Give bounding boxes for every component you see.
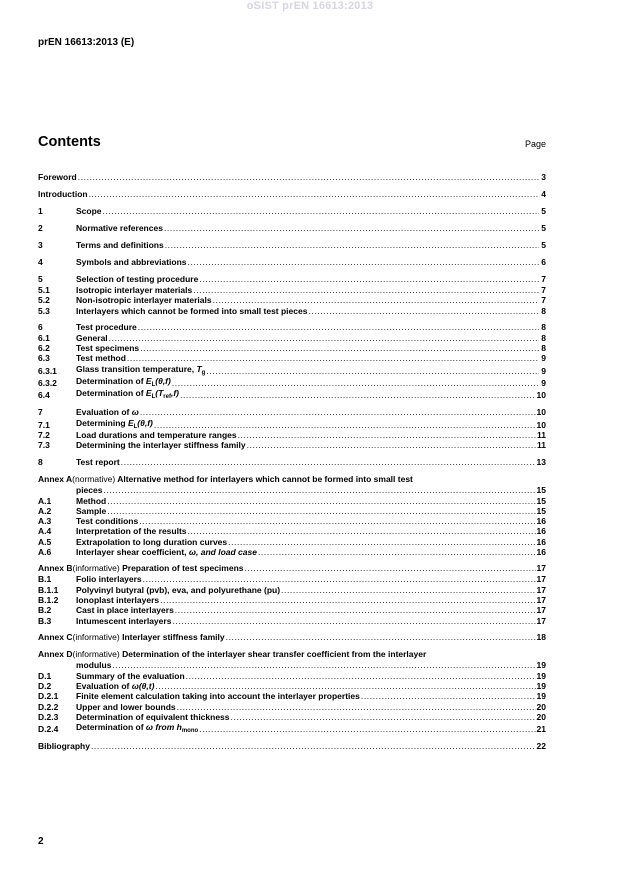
toc-title-text: Determination of bbox=[76, 722, 146, 733]
toc-title-text: Test specimens bbox=[76, 343, 140, 354]
math-args: , and load case bbox=[196, 547, 257, 558]
leader-dots bbox=[188, 257, 539, 268]
toc-title-text: Non-isotropic interlayer materials bbox=[76, 295, 212, 306]
toc-entry-title bbox=[76, 722, 198, 734]
toc-title-text: Summary of the evaluation bbox=[76, 670, 185, 681]
leader-dots bbox=[172, 616, 535, 626]
toc-entry[interactable] bbox=[38, 516, 546, 526]
leader-dots bbox=[154, 420, 536, 430]
toc-page-number: 18 bbox=[536, 631, 546, 642]
toc-entry-title bbox=[76, 547, 257, 557]
toc-page-number: 17 bbox=[536, 594, 546, 605]
toc-entry-number: A.2 bbox=[38, 505, 52, 516]
toc-entry[interactable] bbox=[38, 322, 546, 333]
toc-entry-number: 5.2 bbox=[38, 295, 50, 306]
toc-page-number: 22 bbox=[536, 740, 546, 751]
toc-entry[interactable] bbox=[38, 457, 546, 468]
page-column-label: Page bbox=[524, 139, 546, 149]
leader-dots bbox=[177, 702, 536, 712]
toc-title-text: Test procedure bbox=[76, 321, 137, 332]
toc-entry[interactable] bbox=[38, 574, 546, 584]
toc-entry[interactable] bbox=[38, 722, 546, 734]
toc-page-number: 9 bbox=[541, 378, 546, 389]
leader-dots bbox=[172, 378, 539, 388]
toc-page-number: 8 bbox=[541, 343, 546, 354]
toc-entry-number: 8 bbox=[38, 456, 43, 467]
contents-heading: Contents bbox=[38, 134, 101, 150]
toc-title-text: Intumescent interlayers bbox=[76, 615, 172, 626]
toc-title-text: Glass transition temperature, bbox=[76, 363, 197, 374]
toc-entry-number: 1 bbox=[38, 206, 43, 216]
toc-page-number: 11 bbox=[537, 440, 546, 451]
toc-entry-title bbox=[38, 189, 88, 200]
toc-entry[interactable] bbox=[38, 585, 546, 595]
toc-entry-title bbox=[76, 457, 120, 468]
toc-entry-title bbox=[38, 172, 77, 183]
math-symbol: E bbox=[145, 376, 152, 387]
toc-title-text: Selection of testing procedure bbox=[76, 274, 199, 284]
table-of-contents bbox=[38, 172, 546, 752]
toc-page-number: 9 bbox=[541, 365, 546, 376]
toc-entry[interactable] bbox=[38, 333, 546, 343]
toc-entry-title bbox=[72, 649, 426, 660]
leader-dots bbox=[258, 547, 536, 557]
math-args: ,f) bbox=[170, 388, 179, 399]
leader-dots bbox=[127, 353, 539, 363]
toc-entry-title bbox=[76, 681, 154, 691]
leader-dots bbox=[140, 343, 539, 353]
toc-entry-title bbox=[76, 430, 237, 440]
math-symbol: T bbox=[196, 363, 202, 374]
toc-entry[interactable] bbox=[38, 388, 546, 400]
math-args: from bbox=[153, 722, 177, 733]
math-args: (θ,f) bbox=[155, 376, 171, 387]
leader-dots bbox=[213, 295, 539, 305]
leader-dots bbox=[89, 189, 539, 200]
toc-page-number: 19 bbox=[536, 659, 546, 670]
toc-entry[interactable] bbox=[38, 295, 546, 305]
toc-entry-title bbox=[76, 322, 137, 333]
toc-entry-number: B.1.2 bbox=[38, 594, 59, 605]
toc-title-text: Isotropic interlayer materials bbox=[76, 285, 193, 295]
annex-label: Annex D bbox=[38, 648, 73, 659]
toc-title-text: General bbox=[76, 332, 108, 343]
toc-title-text: Foreword bbox=[38, 172, 77, 182]
leader-dots bbox=[107, 506, 535, 516]
toc-entry-number: 6.3.1 bbox=[38, 365, 57, 376]
leader-dots bbox=[308, 306, 539, 316]
toc-page-number: 17 bbox=[536, 615, 546, 626]
math-subscript: L bbox=[151, 382, 156, 389]
toc-page-number: 16 bbox=[536, 516, 546, 527]
toc-entry[interactable] bbox=[38, 605, 546, 615]
toc-title-text: Test conditions bbox=[76, 516, 139, 527]
toc-entry-title bbox=[76, 506, 106, 516]
toc-entry-title bbox=[76, 537, 227, 547]
toc-entry-title bbox=[76, 516, 138, 526]
toc-entry-title bbox=[76, 206, 102, 217]
toc-page-number: 19 bbox=[536, 691, 546, 702]
toc-title-text: Determining the interlayer stiffness family bbox=[76, 440, 246, 451]
toc-entry-title bbox=[76, 702, 176, 712]
toc-entry-number: 5.1 bbox=[38, 285, 50, 295]
leader-dots bbox=[143, 574, 536, 584]
toc-title-text: Normative references bbox=[76, 223, 163, 233]
math-symbol: ω bbox=[188, 547, 197, 558]
toc-entry-title bbox=[76, 691, 360, 701]
toc-entry-number: 2 bbox=[38, 223, 43, 233]
toc-entry[interactable] bbox=[38, 206, 546, 217]
toc-entry-title bbox=[72, 632, 224, 643]
toc-entry-number: D.2.4 bbox=[38, 724, 59, 735]
toc-entry-number: 7.1 bbox=[38, 419, 50, 430]
toc-entry-title bbox=[76, 496, 106, 506]
toc-title-text: Interlayers which cannot be formed into small test pieces bbox=[76, 305, 308, 316]
leader-dots bbox=[103, 206, 539, 217]
toc-entry-title bbox=[76, 333, 108, 343]
toc-entry-number: 6.1 bbox=[38, 332, 50, 343]
toc-entry[interactable] bbox=[38, 306, 546, 316]
toc-page-number: 17 bbox=[536, 584, 546, 595]
toc-entry-number: 5.3 bbox=[38, 305, 50, 316]
math-args: (θ,t) bbox=[138, 681, 155, 692]
toc-page-number: 19 bbox=[536, 681, 546, 692]
toc-title-text: Bibliography bbox=[38, 740, 90, 751]
toc-title-text: Folio interlayers bbox=[76, 574, 142, 585]
toc-title-text: Introduction bbox=[38, 189, 88, 199]
leader-dots bbox=[228, 537, 535, 547]
leader-dots bbox=[139, 516, 535, 526]
toc-entry-title bbox=[72, 474, 413, 485]
toc-entry-title bbox=[76, 407, 139, 418]
toc-entry[interactable] bbox=[38, 376, 546, 388]
toc-entry[interactable] bbox=[38, 172, 546, 183]
leader-dots bbox=[140, 407, 536, 418]
toc-title-text: Test report bbox=[76, 456, 120, 467]
toc-entry-number: 6.3.2 bbox=[38, 378, 57, 389]
toc-entry[interactable] bbox=[38, 506, 546, 516]
toc-entry-number: A.1 bbox=[38, 495, 52, 506]
toc-entry-number: B.1 bbox=[38, 574, 52, 585]
watermark: oSIST prEN 16613:2013 bbox=[246, 0, 374, 12]
toc-entry-title bbox=[76, 223, 163, 234]
toc-page-number: 15 bbox=[536, 484, 546, 495]
leader-dots bbox=[138, 322, 539, 333]
annex-type: (informative) bbox=[72, 648, 120, 659]
toc-entry-number: B.1.1 bbox=[38, 584, 59, 595]
math-symbol: ω bbox=[131, 681, 139, 692]
leader-dots bbox=[175, 605, 536, 615]
toc-entry-number: D.2.3 bbox=[38, 712, 59, 723]
toc-entry-number: 7.2 bbox=[38, 429, 50, 440]
math-subscript: g bbox=[201, 369, 206, 376]
math-args: (T bbox=[155, 388, 164, 399]
toc-entry-title bbox=[76, 240, 164, 251]
leader-dots bbox=[247, 440, 536, 450]
toc-entry-title bbox=[76, 364, 205, 376]
leader-dots bbox=[193, 285, 539, 295]
toc-entry-title bbox=[76, 257, 187, 268]
toc-title-text: Interlayer stiffness family bbox=[122, 631, 225, 642]
toc-entry-number: A.5 bbox=[38, 536, 52, 547]
toc-title-text: Sample bbox=[76, 505, 107, 516]
toc-title-text: Terms and definitions bbox=[76, 240, 164, 250]
toc-entry-title bbox=[76, 353, 126, 363]
toc-page-number: 16 bbox=[536, 547, 546, 558]
toc-page-number: 8 bbox=[541, 305, 546, 316]
toc-entry[interactable] bbox=[38, 691, 546, 701]
toc-page-number: 5 bbox=[541, 240, 546, 250]
toc-entry[interactable] bbox=[38, 474, 546, 496]
toc-entry-title bbox=[76, 285, 192, 295]
annex-type: (informative) bbox=[72, 631, 120, 642]
toc-entry-number: 6.2 bbox=[38, 343, 50, 354]
toc-entry-title bbox=[76, 274, 198, 285]
toc-page-number: 20 bbox=[536, 701, 546, 712]
toc-title-text: Method bbox=[76, 495, 107, 506]
toc-page-number: 11 bbox=[537, 429, 546, 440]
toc-entry[interactable] bbox=[38, 526, 546, 536]
toc-title-text: Scope bbox=[76, 206, 102, 216]
toc-title-text: Alternative method for interlayers which cannot be formed into small test bbox=[117, 473, 413, 484]
toc-title-text: Load durations and temperature ranges bbox=[76, 429, 237, 440]
toc-title-text: Determination of the interlayer shear transfer coefficient from the interlayer bbox=[122, 648, 427, 659]
toc-entry-title bbox=[76, 585, 280, 595]
math-symbol: h bbox=[176, 722, 182, 733]
toc-title-text: Upper and lower bounds bbox=[76, 701, 176, 712]
toc-page-number: 17 bbox=[536, 563, 546, 574]
toc-entry-title bbox=[76, 616, 171, 626]
toc-entry[interactable] bbox=[38, 563, 546, 574]
toc-page-number: 16 bbox=[536, 526, 546, 537]
leader-dots bbox=[160, 595, 535, 605]
toc-page-number: 3 bbox=[541, 172, 546, 182]
toc-entry[interactable] bbox=[38, 257, 546, 268]
leader-dots bbox=[245, 563, 536, 574]
toc-title-text: Finite element calculation taking into account the interlayer properties bbox=[76, 691, 360, 702]
toc-page-number: 10 bbox=[536, 406, 546, 417]
leader-dots bbox=[91, 741, 536, 752]
toc-page-number: 20 bbox=[536, 712, 546, 723]
toc-entry[interactable] bbox=[38, 649, 546, 671]
toc-page-number: 4 bbox=[541, 189, 546, 199]
toc-entry[interactable] bbox=[38, 632, 546, 643]
toc-title-text: Evaluation of bbox=[76, 681, 132, 692]
leader-dots bbox=[226, 632, 536, 643]
toc-entry-number: 6.3 bbox=[38, 353, 50, 364]
toc-entry[interactable] bbox=[38, 702, 546, 712]
toc-entry-number: A.6 bbox=[38, 547, 52, 558]
leader-dots bbox=[107, 496, 535, 506]
toc-entry-title bbox=[76, 595, 159, 605]
toc-entry[interactable] bbox=[38, 595, 546, 605]
math-subscript: L bbox=[151, 394, 156, 401]
toc-page-number: 7 bbox=[541, 285, 546, 295]
toc-entry[interactable] bbox=[38, 537, 546, 547]
math-symbol: ω bbox=[131, 406, 139, 417]
toc-title-text: Interpretation of the results bbox=[76, 526, 187, 537]
toc-entry-title bbox=[76, 440, 246, 450]
toc-entry[interactable] bbox=[38, 189, 546, 200]
leader-dots bbox=[155, 681, 535, 691]
math-symbol: E bbox=[145, 388, 152, 399]
toc-title-text: Cast in place interlayers bbox=[76, 605, 174, 616]
toc-page-number: 9 bbox=[541, 353, 546, 364]
document-id: prEN 16613:2013 (E) bbox=[38, 37, 135, 48]
toc-entry[interactable] bbox=[38, 240, 546, 251]
toc-page-number: 13 bbox=[536, 456, 546, 467]
toc-page-number: 16 bbox=[536, 536, 546, 547]
toc-page-number: 21 bbox=[536, 724, 546, 735]
leader-dots bbox=[199, 724, 535, 734]
toc-entry[interactable] bbox=[38, 343, 546, 353]
toc-page-number: 17 bbox=[536, 605, 546, 616]
toc-title-continuation: pieces bbox=[76, 484, 103, 495]
toc-page-number: 10 bbox=[536, 390, 546, 401]
toc-title-text: Determination of bbox=[76, 376, 146, 387]
leader-dots bbox=[238, 430, 536, 440]
toc-entry-title bbox=[76, 388, 179, 400]
toc-entry-number: 7.3 bbox=[38, 440, 50, 451]
leader-dots bbox=[188, 526, 536, 536]
toc-entry[interactable] bbox=[38, 712, 546, 722]
leader-dots bbox=[165, 240, 539, 251]
toc-title-text: Determining bbox=[76, 417, 128, 428]
toc-page-number: 8 bbox=[541, 332, 546, 343]
toc-title-text: Polyvinyl butyral (pvb), eva, and polyurethane (pu) bbox=[76, 584, 281, 595]
toc-entry[interactable] bbox=[38, 407, 546, 418]
toc-entry[interactable] bbox=[38, 353, 546, 363]
toc-entry[interactable] bbox=[38, 285, 546, 295]
toc-entry[interactable] bbox=[38, 223, 546, 234]
toc-title-text: Interlayer shear coefficient, bbox=[76, 547, 189, 558]
toc-title-text: Test method bbox=[76, 353, 126, 364]
annex-label: Annex C bbox=[38, 631, 73, 642]
toc-entry-title bbox=[76, 605, 174, 615]
toc-entry-title bbox=[76, 526, 187, 536]
toc-page-number: 15 bbox=[536, 495, 546, 506]
toc-entry-title bbox=[76, 574, 142, 584]
math-args: (θ,f) bbox=[137, 417, 153, 428]
toc-title-continuation: modulus bbox=[76, 659, 112, 670]
toc-entry-title bbox=[38, 741, 90, 752]
toc-entry-title bbox=[72, 563, 243, 574]
toc-entry-title bbox=[76, 671, 185, 681]
toc-title-text: Evaluation of bbox=[76, 406, 132, 417]
toc-title-text: Symbols and abbreviations bbox=[76, 257, 187, 267]
toc-entry-number: B.3 bbox=[38, 615, 52, 626]
toc-entry-number: D.1 bbox=[38, 670, 52, 681]
toc-entry[interactable] bbox=[38, 671, 546, 681]
toc-page-number: 6 bbox=[541, 257, 546, 267]
toc-entry[interactable] bbox=[38, 274, 546, 285]
toc-page-number: 17 bbox=[536, 574, 546, 585]
toc-entry-number: 6 bbox=[38, 321, 43, 332]
leader-dots bbox=[121, 457, 536, 468]
toc-entry[interactable] bbox=[38, 681, 546, 691]
annex-type: (informative) bbox=[72, 563, 120, 574]
leader-dots bbox=[180, 390, 536, 400]
leader-dots bbox=[281, 585, 535, 595]
toc-page-number: 5 bbox=[541, 223, 546, 233]
toc-entry-number: 5 bbox=[38, 274, 43, 284]
leader-dots bbox=[231, 712, 536, 722]
leader-dots bbox=[361, 691, 536, 701]
leader-dots bbox=[164, 223, 539, 234]
leader-dots bbox=[112, 660, 535, 671]
toc-entry-number: 3 bbox=[38, 240, 43, 250]
toc-entry[interactable] bbox=[38, 496, 546, 506]
toc-entry-number: D.2.2 bbox=[38, 701, 59, 712]
toc-entry[interactable] bbox=[38, 418, 546, 430]
toc-entry-number: D.2.1 bbox=[38, 691, 59, 702]
toc-entry-number: 7 bbox=[38, 406, 43, 417]
toc-title-text: Ionoplast interlayers bbox=[76, 594, 160, 605]
toc-entry-title bbox=[76, 295, 212, 305]
toc-entry-number: A.3 bbox=[38, 516, 52, 527]
toc-title-text: Determination of equivalent thickness bbox=[76, 712, 230, 723]
toc-page-number: 7 bbox=[541, 274, 546, 284]
math-symbol: E bbox=[127, 417, 134, 428]
leader-dots bbox=[206, 366, 539, 376]
leader-dots bbox=[186, 671, 536, 681]
toc-title-text: Determination of bbox=[76, 388, 146, 399]
toc-entry[interactable] bbox=[38, 430, 546, 440]
toc-entry-title bbox=[76, 343, 139, 353]
leader-dots bbox=[109, 333, 539, 343]
toc-entry-number: A.4 bbox=[38, 526, 52, 537]
toc-entry-title bbox=[76, 712, 230, 722]
page-number: 2 bbox=[38, 836, 44, 847]
annex-type: (normative) bbox=[72, 473, 116, 484]
toc-entry-number: 6.4 bbox=[38, 390, 50, 401]
toc-page-number: 8 bbox=[541, 321, 546, 332]
annex-label: Annex A bbox=[38, 473, 73, 484]
toc-entry-title bbox=[76, 376, 171, 388]
toc-page-number: 10 bbox=[536, 419, 546, 430]
toc-page-number: 5 bbox=[541, 206, 546, 216]
toc-title-text: Preparation of test specimens bbox=[122, 563, 244, 574]
toc-entry-title bbox=[76, 306, 307, 316]
annex-label: Annex B bbox=[38, 563, 73, 574]
toc-entry[interactable] bbox=[38, 616, 546, 626]
toc-entry[interactable] bbox=[38, 364, 546, 376]
leader-dots bbox=[78, 172, 539, 183]
leader-dots bbox=[199, 274, 539, 285]
toc-title-text: Extrapolation to long duration curves bbox=[76, 536, 228, 547]
toc-page-number: 7 bbox=[541, 295, 546, 306]
toc-page-number: 15 bbox=[536, 505, 546, 516]
toc-entry-number: B.2 bbox=[38, 605, 52, 616]
toc-entry[interactable] bbox=[38, 547, 546, 557]
toc-entry[interactable] bbox=[38, 440, 546, 450]
toc-entry[interactable] bbox=[38, 741, 546, 752]
math-subscript: L bbox=[133, 423, 138, 430]
math-subscript: mono bbox=[181, 728, 199, 735]
toc-entry-title bbox=[76, 418, 153, 430]
toc-entry-number: D.2 bbox=[38, 681, 52, 692]
leader-dots bbox=[103, 485, 535, 496]
math-symbol: ω bbox=[145, 722, 153, 733]
toc-page-number: 19 bbox=[536, 670, 546, 681]
toc-entry-number: 4 bbox=[38, 257, 43, 267]
math-subscript: ref bbox=[163, 394, 171, 401]
